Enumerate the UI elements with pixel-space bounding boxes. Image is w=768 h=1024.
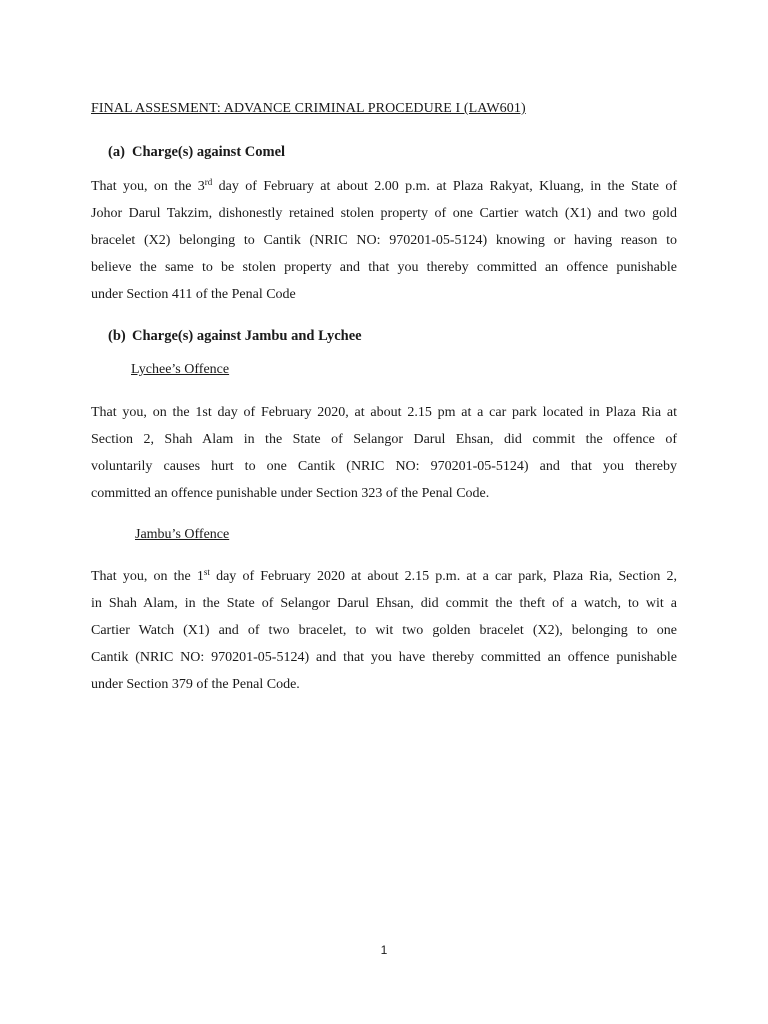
lychee-offence-paragraph: [91, 399, 677, 507]
paragraph-line: That you, on the 3rd day of February at about 2.00 p.m. at Plaza Rakyat, Kluang, in the State of: [91, 177, 677, 194]
paragraph-line: Cantik (NRIC NO: 970201-05-5124) and that you have thereby committed an offence punishable: [91, 650, 677, 665]
page-number: 1: [380, 943, 388, 957]
paragraph-line: That you, on the 1st day of February 2020 at about 2.15 p.m. at a car park, Plaza Ria, Section 2,: [91, 567, 678, 584]
section-b-marker: (b): [108, 328, 126, 344]
paragraph-line: believe the same to be stolen property and that you thereby committed an offence punishable: [91, 260, 677, 275]
paragraph-line: under Section 379 of the Penal Code.: [91, 677, 300, 692]
section-a-heading: [108, 144, 285, 161]
document-title: FINAL ASSESMENT: ADVANCE CRIMINAL PROCEDURE I (LAW601): [91, 101, 526, 116]
section-a-marker: (a): [108, 144, 125, 160]
paragraph-line: in Shah Alam, in the State of Selangor Darul Ehsan, did commit the theft of a watch, to wit a: [91, 596, 677, 611]
section-b-heading-text: Charge(s) against Jambu and Lychee: [132, 328, 362, 344]
section-b-heading: [108, 328, 362, 345]
paragraph-line: under Section 411 of the Penal Code: [91, 287, 296, 302]
jambu-offence-paragraph: [91, 563, 677, 698]
lychee-offence-subheading: Lychee’s Offence: [131, 362, 230, 377]
paragraph-line: Cartier Watch (X1) and of two bracelet, to wit two golden bracelet (X2), belonging to one: [91, 623, 677, 638]
jambu-offence-subheading: Jambu’s Offence: [135, 527, 230, 542]
paragraph-line: That you, on the 1st day of February 2020, at about 2.15 pm at a car park located in Plaza Ria at: [91, 405, 677, 420]
paragraph-line: Section 2, Shah Alam in the State of Selangor Darul Ehsan, did commit the offence of: [91, 432, 677, 447]
section-a-heading-text: Charge(s) against Comel: [132, 144, 286, 160]
section-a-paragraph: [91, 173, 677, 308]
paragraph-line: voluntarily causes hurt to one Cantik (NRIC NO: 970201-05-5124) and that you thereby: [91, 459, 677, 474]
paragraph-line: Johor Darul Takzim, dishonestly retained stolen property of one Cartier watch (X1) and two gold: [91, 206, 677, 221]
paragraph-line: bracelet (X2) belonging to Cantik (NRIC NO: 970201-05-5124) knowing or having reason to: [91, 233, 677, 248]
paragraph-line: committed an offence punishable under Section 323 of the Penal Code.: [91, 486, 490, 501]
